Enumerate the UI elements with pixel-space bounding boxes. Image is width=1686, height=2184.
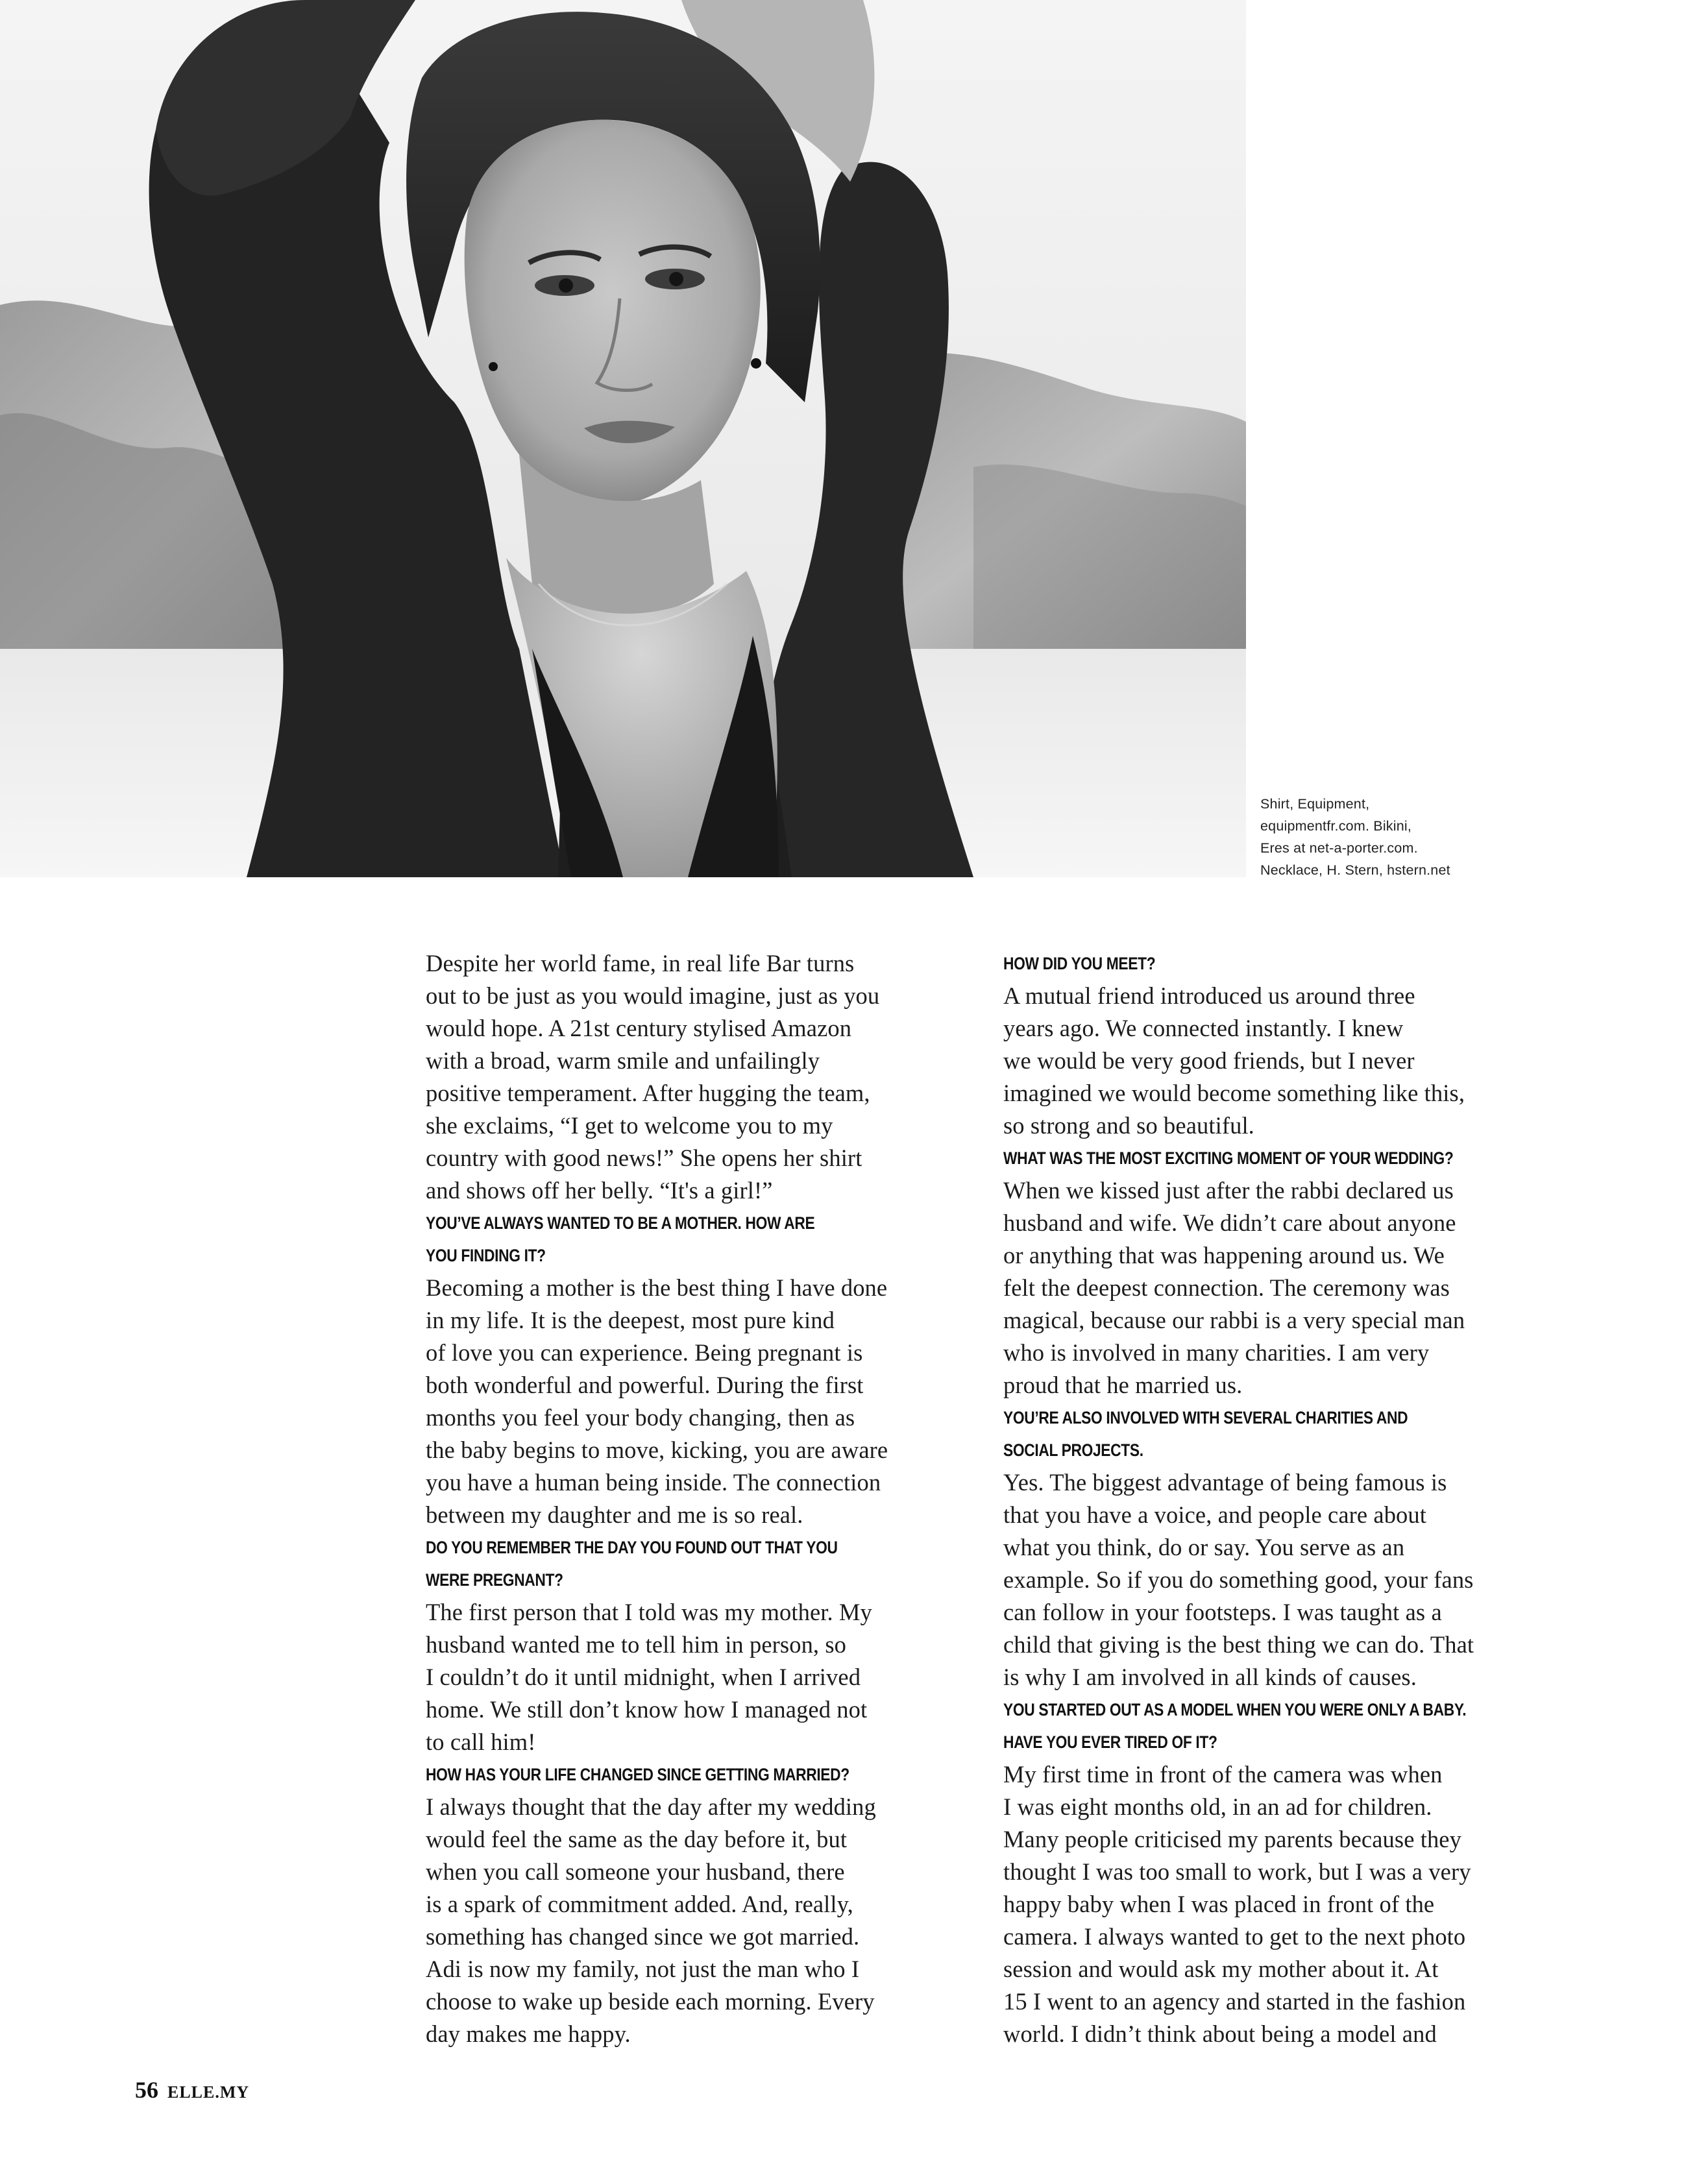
body-text-line: Becoming a mother is the best thing I have done bbox=[426, 1274, 888, 1301]
body-text-line: A mutual friend introduced us around three bbox=[1003, 982, 1415, 1009]
body-text-line: happy baby when I was placed in front of the bbox=[1003, 1891, 1435, 1917]
body-text-line: child that giving is the best thing we can do. That bbox=[1003, 1631, 1474, 1658]
body-text-line: husband wanted me to tell him in person, so bbox=[426, 1631, 847, 1658]
body-text-line: can follow in your footsteps. I was taught as a bbox=[1003, 1599, 1442, 1625]
body-text-line: choose to wake up beside each morning. Every bbox=[426, 1988, 875, 2015]
body-text-line: 15 I went to an agency and started in the fashion bbox=[1003, 1988, 1466, 2015]
body-text-line: would hope. A 21st century stylised Amazon bbox=[426, 1015, 852, 1041]
body-text-line: felt the deepest connection. The ceremony was bbox=[1003, 1274, 1450, 1301]
page-footer bbox=[135, 2076, 249, 2104]
interview-question: SOCIAL PROJECTS. bbox=[1003, 1440, 1143, 1460]
body-text-line: home. We still don’t know how I managed not bbox=[426, 1696, 868, 1723]
body-text-line: I was eight months old, in an ad for children. bbox=[1003, 1793, 1432, 1820]
body-text-line: she exclaims, “I get to welcome you to my bbox=[426, 1112, 833, 1139]
body-text-line: that you have a voice, and people care about bbox=[1003, 1501, 1426, 1528]
body-text-line: you have a human being inside. The connection bbox=[426, 1469, 881, 1496]
body-text-line: to call him! bbox=[426, 1729, 536, 1755]
body-text-line: Many people criticised my parents because they bbox=[1003, 1826, 1461, 1852]
body-text-line: world. I didn’t think about being a model and bbox=[1003, 2020, 1437, 2047]
body-text-line: session and would ask my mother about it. At bbox=[1003, 1956, 1439, 1982]
body-text-line: I always thought that the day after my wedding bbox=[426, 1793, 876, 1820]
interview-question: YOU’VE ALWAYS WANTED TO BE A MOTHER. HOW ARE bbox=[426, 1213, 815, 1233]
body-text-line: Yes. The biggest advantage of being famous is bbox=[1003, 1469, 1447, 1496]
interview-question: WHAT WAS THE MOST EXCITING MOMENT OF YOUR WEDDING? bbox=[1003, 1148, 1454, 1168]
caption-line: equipmentfr.com. Bikini, bbox=[1260, 818, 1412, 834]
body-text-line: is a spark of commitment added. And, really, bbox=[426, 1891, 853, 1917]
caption-line: Shirt, Equipment, bbox=[1260, 796, 1370, 812]
interview-question: YOU STARTED OUT AS A MODEL WHEN YOU WERE ONLY A BABY. bbox=[1003, 1700, 1467, 1719]
body-text-line: who is involved in many charities. I am very bbox=[1003, 1339, 1430, 1366]
body-text-line: country with good news!” She opens her shirt bbox=[426, 1145, 862, 1171]
body-text-line: magical, because our rabbi is a very special man bbox=[1003, 1307, 1465, 1333]
body-text-line: husband and wife. We didn’t care about anyone bbox=[1003, 1209, 1456, 1236]
body-text-line: with a broad, warm smile and unfailingly bbox=[426, 1047, 820, 1074]
interview-question: YOU’RE ALSO INVOLVED WITH SEVERAL CHARITIES AND bbox=[1003, 1408, 1408, 1427]
caption-line: Eres at net-a-porter.com. bbox=[1260, 840, 1418, 856]
body-text-line: I couldn’t do it until midnight, when I arrived bbox=[426, 1664, 861, 1690]
interview-question: HOW DID YOU MEET? bbox=[1003, 954, 1156, 973]
photo-credits-caption bbox=[1260, 793, 1494, 881]
body-text-line: and shows off her belly. “It's a girl!” bbox=[426, 1177, 773, 1204]
article-right-column bbox=[1003, 947, 1561, 2050]
body-text-line: example. So if you do something good, your fans bbox=[1003, 1566, 1474, 1593]
body-text-line: months you feel your body changing, then as bbox=[426, 1404, 855, 1431]
body-text-line: something has changed since we got married. bbox=[426, 1923, 860, 1950]
hero-photo bbox=[0, 0, 1246, 877]
body-text-line: out to be just as you would imagine, just as you bbox=[426, 982, 880, 1009]
body-text-line: day makes me happy. bbox=[426, 2020, 631, 2047]
body-text-line: imagined we would become something like this, bbox=[1003, 1080, 1465, 1106]
body-text-line: camera. I always wanted to get to the next photo bbox=[1003, 1923, 1466, 1950]
body-text-line: or anything that was happening around us. We bbox=[1003, 1242, 1445, 1268]
body-text-line: the baby begins to move, kicking, you are aware bbox=[426, 1437, 888, 1463]
article-left-column bbox=[426, 947, 984, 2050]
magazine-name: ELLE.MY bbox=[167, 2083, 250, 2102]
body-text-line: When we kissed just after the rabbi declared us bbox=[1003, 1177, 1454, 1204]
body-text-line: of love you can experience. Being pregnant is bbox=[426, 1339, 863, 1366]
portrait-illustration bbox=[0, 0, 1246, 877]
body-text-line: would feel the same as the day before it, but bbox=[426, 1826, 848, 1852]
body-text-line: in my life. It is the deepest, most pure kind bbox=[426, 1307, 835, 1333]
body-text-line: years ago. We connected instantly. I knew bbox=[1003, 1015, 1404, 1041]
interview-question: YOU FINDING IT? bbox=[426, 1246, 546, 1265]
interview-question: HAVE YOU EVER TIRED OF IT? bbox=[1003, 1732, 1217, 1752]
body-text-line: we would be very good friends, but I never bbox=[1003, 1047, 1415, 1074]
body-text-line: Despite her world fame, in real life Bar turns bbox=[426, 950, 855, 977]
body-text-line: proud that he married us. bbox=[1003, 1372, 1243, 1398]
body-text-line: so strong and so beautiful. bbox=[1003, 1112, 1254, 1139]
caption-line: Necklace, H. Stern, hstern.net bbox=[1260, 862, 1450, 878]
body-text-line: is why I am involved in all kinds of causes. bbox=[1003, 1664, 1417, 1690]
body-text-line: Adi is now my family, not just the man who I bbox=[426, 1956, 860, 1982]
body-text-line: both wonderful and powerful. During the first bbox=[426, 1372, 864, 1398]
body-text-line: The first person that I told was my mother. My bbox=[426, 1599, 872, 1625]
body-text-line: My first time in front of the camera was when bbox=[1003, 1761, 1443, 1788]
body-text-line: positive temperament. After hugging the team, bbox=[426, 1080, 870, 1106]
body-text-line: what you think, do or say. You serve as an bbox=[1003, 1534, 1405, 1560]
page-number: 56 bbox=[135, 2077, 158, 2103]
body-text-line: between my daughter and me is so real. bbox=[426, 1501, 803, 1528]
body-text-line: thought I was too small to work, but I was a very bbox=[1003, 1858, 1471, 1885]
interview-question: DO YOU REMEMBER THE DAY YOU FOUND OUT THAT YOU bbox=[426, 1538, 838, 1557]
interview-question: WERE PREGNANT? bbox=[426, 1570, 563, 1590]
body-text-line: when you call someone your husband, there bbox=[426, 1858, 845, 1885]
interview-question: HOW HAS YOUR LIFE CHANGED SINCE GETTING MARRIED? bbox=[426, 1765, 849, 1784]
